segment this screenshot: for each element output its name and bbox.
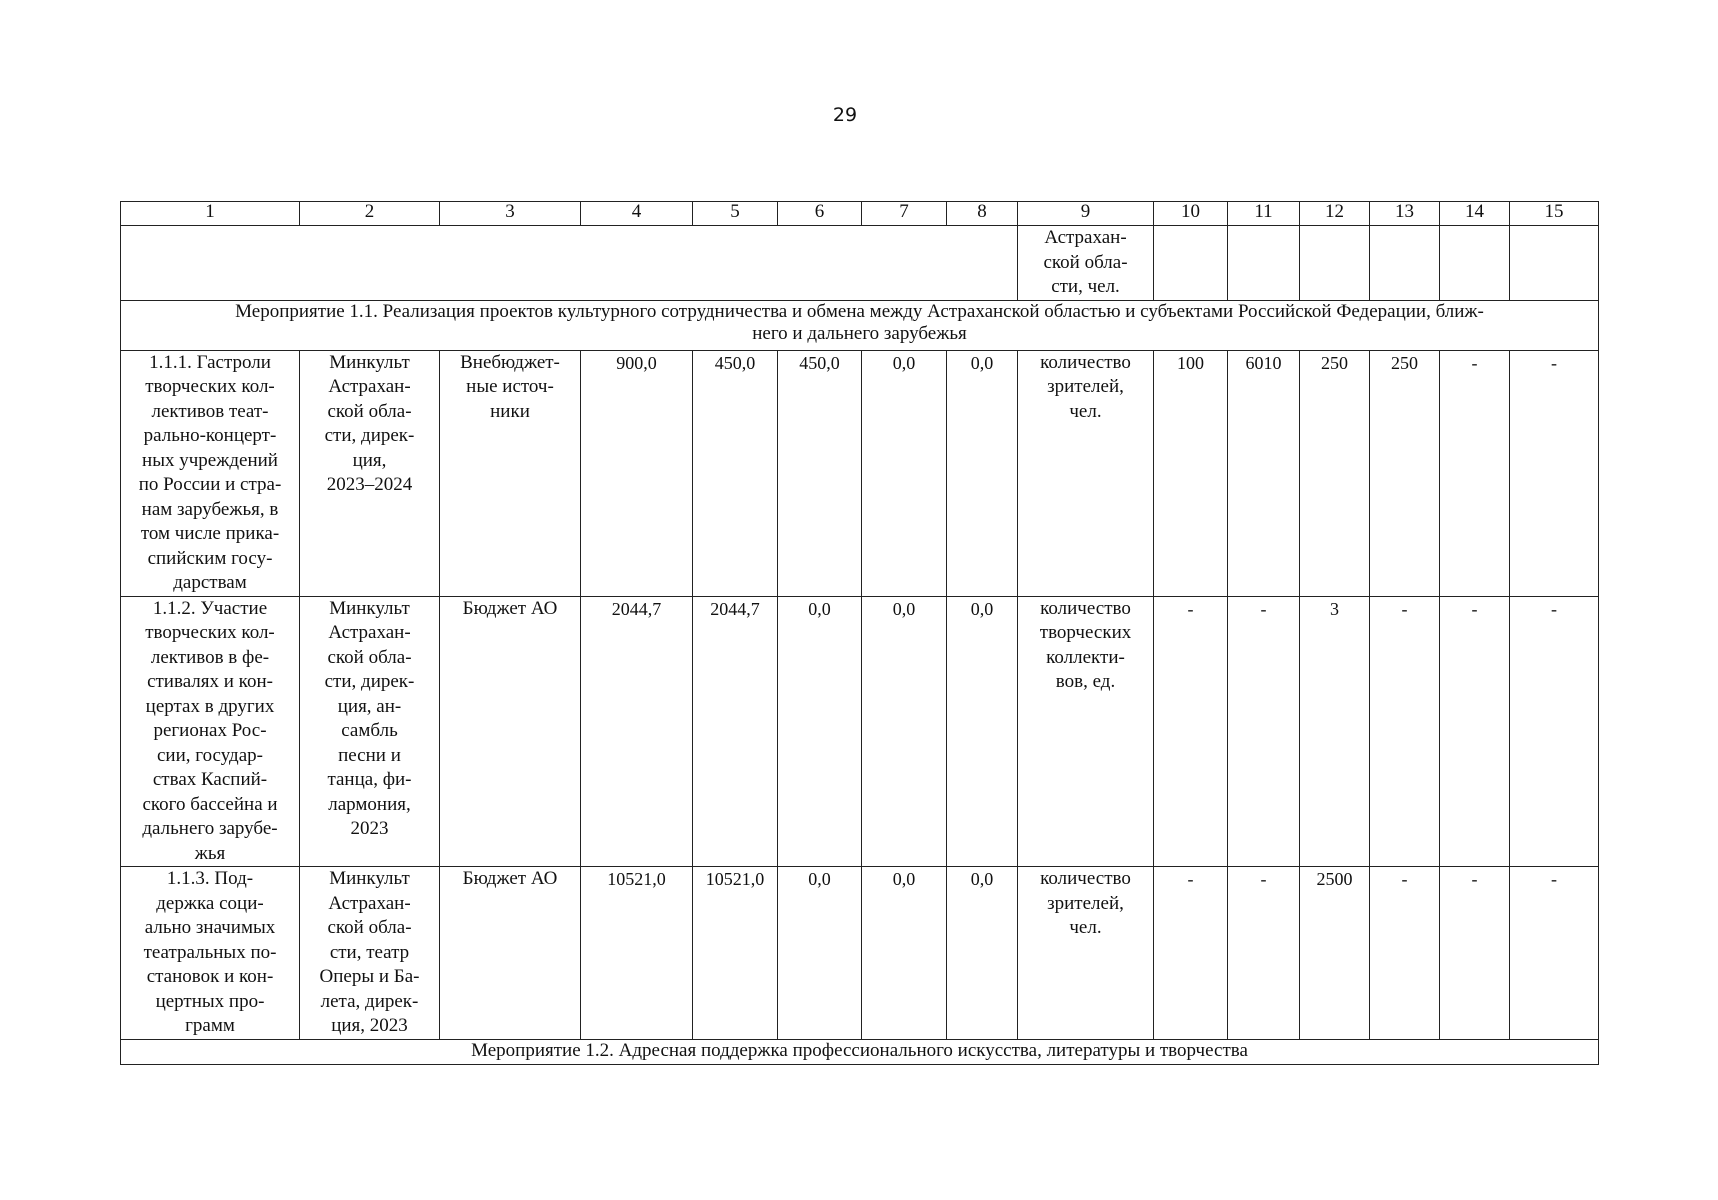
indicator: количество зрителей, чел. [1018,350,1154,596]
executor: Минкульт Астрахан- ской обла- сти, дирек- ция, 2023–2024 [300,350,440,596]
col-number: 7 [862,202,947,226]
activity-name: 1.1.3. Под- держка соци- ально значимых театральных по- становок и кон- цертных про- грамм [121,867,300,1040]
value-cell: 0,0 [947,867,1018,1040]
col-number: 9 [1018,202,1154,226]
funding-source: Бюджет АО [440,867,581,1040]
value-cell: - [1154,867,1228,1040]
col-number: 8 [947,202,1018,226]
value-cell: 2500 [1300,867,1370,1040]
continued-row [121,226,1599,301]
executor: Минкульт Астрахан- ской обла- сти, дирек- ция, ан- самбль песни и танца, фи- лармония, 2023 [300,596,440,867]
value-cell: 0,0 [862,596,947,867]
empty-cell [1300,226,1370,301]
value-cell: 250 [1300,350,1370,596]
value-cell: - [1510,867,1599,1040]
value-cell: 2044,7 [581,596,693,867]
col-number: 4 [581,202,693,226]
value-cell: - [1440,350,1510,596]
table-row [121,350,1599,596]
col-number: 11 [1228,202,1300,226]
value-cell: - [1154,596,1228,867]
value-cell: 0,0 [862,350,947,596]
table-row [121,867,1599,1040]
value-cell: - [1228,596,1300,867]
col-number: 3 [440,202,581,226]
value-cell: 0,0 [947,596,1018,867]
value-cell: 3 [1300,596,1370,867]
value-cell: 0,0 [778,867,862,1040]
empty-cell [1154,226,1228,301]
value-cell: 100 [1154,350,1228,596]
funding-source: Бюджет АО [440,596,581,867]
value-cell: - [1228,867,1300,1040]
col-number: 5 [693,202,778,226]
column-number-row [121,202,1599,226]
value-cell: - [1440,596,1510,867]
table-row [121,596,1599,867]
value-cell: 10521,0 [581,867,693,1040]
value-cell: - [1440,867,1510,1040]
section-row [121,1039,1599,1064]
empty-cell [1228,226,1300,301]
value-cell: 250 [1370,350,1440,596]
activity-name: 1.1.1. Гастроли творческих кол- лективов теат- рально-концерт- ных учреждений по России и стра- нам зарубежья, в том числе прика- спийским госу- дарствам [121,350,300,596]
empty-cell [1440,226,1510,301]
col-number: 1 [121,202,300,226]
value-cell: 0,0 [778,596,862,867]
empty-cell [1370,226,1440,301]
program-table [120,201,1599,1065]
value-cell: - [1510,596,1599,867]
col-number: 15 [1510,202,1599,226]
value-cell: 900,0 [581,350,693,596]
col-number: 14 [1440,202,1510,226]
value-cell: 2044,7 [693,596,778,867]
col-number: 10 [1154,202,1228,226]
value-cell: - [1370,867,1440,1040]
col-number: 6 [778,202,862,226]
value-cell: 450,0 [778,350,862,596]
value-cell: - [1370,596,1440,867]
section-row [121,300,1599,350]
value-cell: 0,0 [947,350,1018,596]
indicator: количество зрителей, чел. [1018,867,1154,1040]
value-cell: 6010 [1228,350,1300,596]
executor: Минкульт Астрахан- ской обла- сти, театр Оперы и Ба- лета, дирек- ция, 2023 [300,867,440,1040]
col-number: 12 [1300,202,1370,226]
value-cell: - [1510,350,1599,596]
col-number: 13 [1370,202,1440,226]
continued-indicator: Астрахан- ской обла- сти, чел. [1018,226,1154,301]
activity-name: 1.1.2. Участие творческих кол- лективов в фе- стивалях и кон- цертах в других регионах Рос- сии, государ- ствах Каспий- ского бассейна и дальнего зарубе- жья [121,596,300,867]
continued-empty-cell [121,226,1018,301]
value-cell: 450,0 [693,350,778,596]
value-cell: 0,0 [862,867,947,1040]
section-title-1-1: Мероприятие 1.1. Реализация проектов культурного сотрудничества и обмена между Астраханской областью и субъектами Российской Федерации, ближ- него и дальнего зарубежья [121,300,1599,350]
indicator: количество творческих коллекти- вов, ед. [1018,596,1154,867]
empty-cell [1510,226,1599,301]
section-title-1-2: Мероприятие 1.2. Адресная поддержка профессионального искусства, литературы и творчества [121,1039,1599,1064]
col-number: 2 [300,202,440,226]
page-number: 29 [832,104,858,126]
value-cell: 10521,0 [693,867,778,1040]
funding-source: Внебюджет- ные источ- ники [440,350,581,596]
